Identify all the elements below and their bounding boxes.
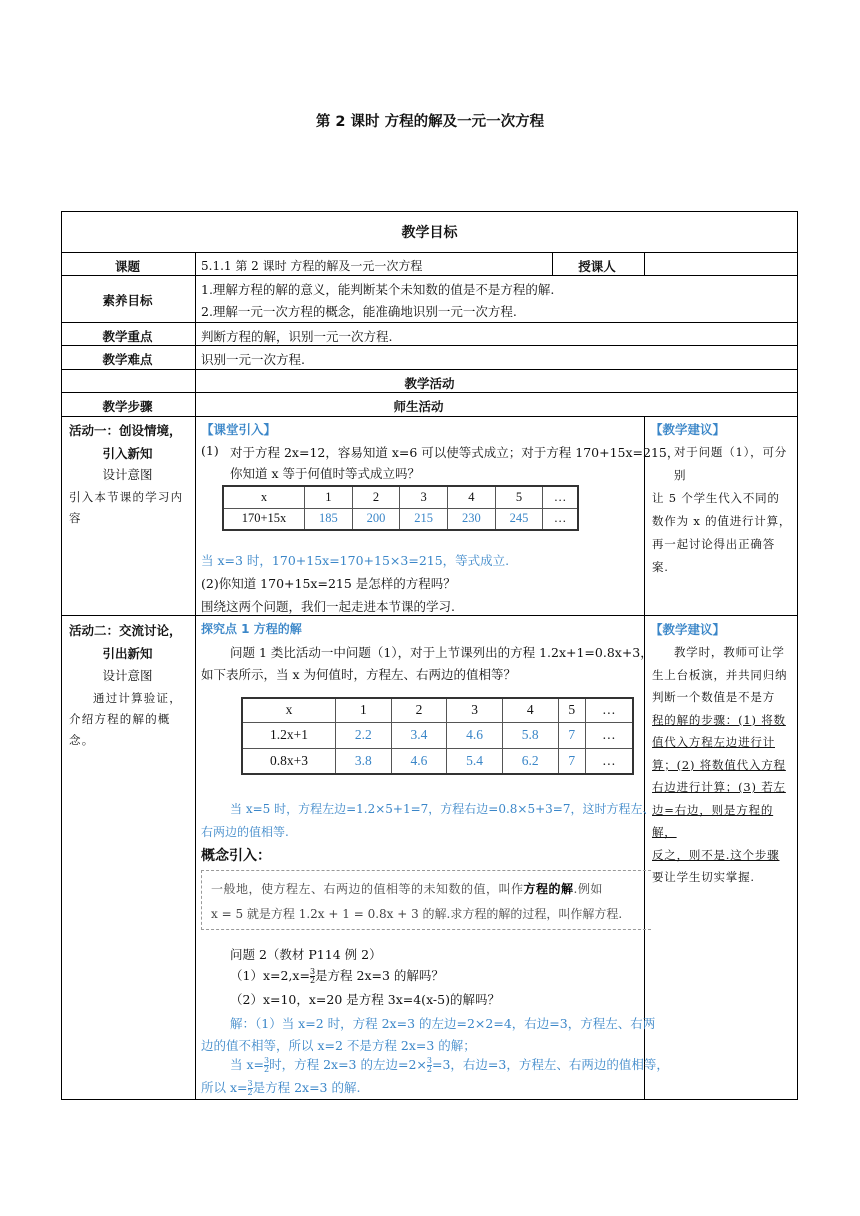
table-header-cell: 5 [495, 486, 543, 508]
intro-section-label: 【课堂引入】 [201, 422, 277, 437]
problem1-line1: 问题 1 类比活动一中问题（1），对于上节课列出的方程 1.2x+1=0.8x+3， [230, 645, 653, 660]
lesson-value: 5.1.1 第 2 课时 方程的解及一元一次方程 [201, 259, 423, 273]
activity1-answer: 当 x=3 时，170+15x=170+15×3=215，等式成立. [201, 553, 510, 568]
problem2-q1-text: （1）x=2,x= [230, 968, 310, 983]
table-row-label: 170+15x [223, 508, 305, 530]
value-table-1 [222, 485, 579, 531]
table-cell: 230 [448, 508, 496, 530]
suggestion2-text [652, 641, 794, 889]
concept-line-2: x = 5 就是方程 1.2x + 1 = 0.8x + 3 的解.求方程的解的过程，叫作解方程. [211, 907, 623, 921]
table-cell: 7 [558, 748, 585, 774]
table-header-cell: 3 [447, 698, 503, 722]
literacy-label: 素养目标 [102, 293, 153, 308]
concept-text: .例如 [573, 882, 603, 896]
table-header-cell: … [543, 486, 578, 508]
fraction-numerator: 3 [309, 967, 316, 976]
concept-label: 概念引入： [201, 848, 271, 864]
table-cell: 185 [305, 508, 353, 530]
suggestion2-label: 【教学建议】 [650, 622, 726, 637]
activity2-answer-2: 右两边的值相等. [201, 825, 289, 839]
design-line: 念。 [69, 733, 95, 747]
fraction-denominator: 2 [309, 976, 316, 985]
value-table-2 [241, 697, 634, 775]
steps-label: 教学步骤 [102, 399, 153, 414]
solution-text: =3，右边=3，方程左、右两边的值相等， [431, 1057, 669, 1072]
suggestion-line: 生上台板演，并共同归纳 [652, 667, 788, 682]
suggestion-line: 程的解的步骤：(1) 将数 [652, 712, 786, 727]
table-header-cell: 2 [352, 486, 400, 508]
table-header-cell: 1 [336, 698, 392, 722]
suggestion-line: 案. [652, 560, 669, 574]
suggestion1-text [652, 441, 792, 579]
activity1-design-text: 引入本节课的学习内容 [69, 490, 184, 525]
q1-line1: 对于方程 2x=12，容易知道 x=6 可以使等式成立；对于方程 170+15x=215， [230, 445, 680, 460]
problem2-q1 [230, 966, 444, 985]
table-cell: 3.4 [391, 722, 447, 748]
table-cell: 245 [495, 508, 543, 530]
table-cell: 215 [400, 508, 448, 530]
activity2-design-text [69, 688, 189, 751]
table-cell: 7 [558, 722, 585, 748]
activity1-title-1: 活动一：创设情境， [69, 423, 182, 438]
suggestion-line: 再一起讨论得出正确答 [652, 537, 775, 551]
table-header-cell: 5 [558, 698, 585, 722]
solution-text: 当 x= [230, 1057, 264, 1072]
objectives-title: 教学目标 [401, 225, 458, 241]
fraction-numerator: 3 [426, 1056, 432, 1065]
teacher-student-label: 师生活动 [393, 399, 444, 414]
table-header-cell: 2 [391, 698, 447, 722]
suggestion-line: 判断一个数值是不是方 [652, 690, 775, 704]
table-cell: 5.4 [447, 748, 503, 774]
solution-text: 是方程 2x=3 的解. [252, 1080, 361, 1095]
table-row-label: 1.2x+1 [242, 722, 336, 748]
fraction-numerator: 3 [247, 1079, 253, 1088]
suggestion-line: 反之，则不是.这个步骤 [652, 847, 780, 862]
page-title: 第 2 课时 方程的解及一元一次方程 [315, 114, 545, 130]
literacy-1: 1.理解方程的解的意义，能判断某个未知数的值是不是方程的解. [201, 282, 555, 297]
table-cell: 5.8 [502, 722, 558, 748]
table-header-cell: x [223, 486, 305, 508]
solution-line-4 [201, 1078, 360, 1097]
key-label: 教学重点 [102, 329, 153, 344]
solution-line-1: 解：（1）当 x=2 时，方程 2x=3 的左边=2×2=4，右边=3，方程左、右两 [230, 1016, 656, 1031]
activity1-title-2: 引入新知 [102, 446, 153, 461]
activity1-design-label: 设计意图 [102, 467, 153, 482]
key-value: 判断方程的解，识别一元一次方程. [201, 329, 393, 344]
suggestion1-label: 【教学建议】 [650, 422, 726, 437]
design-line: 通过计算验证， [93, 691, 182, 705]
problem1-line2: 如下表所示，当 x 为何值时，方程左、右两边的值相等？ [201, 667, 516, 682]
teacher-label: 授课人 [578, 259, 616, 274]
solution-text: 时，方程 2x=3 的左边=2× [269, 1057, 427, 1072]
table-cell: … [585, 722, 633, 748]
table-header-cell: 4 [448, 486, 496, 508]
q1-line2: 你知道 x 等于何值时等式成立吗？ [230, 466, 420, 481]
suggestion-line: 对于问题（1），可分别 [674, 445, 788, 482]
table-cell: 200 [352, 508, 400, 530]
table-cell: 6.2 [502, 748, 558, 774]
table-header-cell: … [585, 698, 633, 722]
table-cell: 4.6 [391, 748, 447, 774]
activities-title: 教学活动 [404, 376, 455, 391]
table-header-cell: 3 [400, 486, 448, 508]
literacy-2: 2.理解一元一次方程的概念，能准确地识别一元一次方程. [201, 304, 517, 319]
suggestion-line: 值代入方程左边进行计 [652, 735, 775, 749]
suggestion-line: 右边进行计算；(3) 若左 [652, 780, 786, 794]
activity1-transition: 围绕这两个问题，我们一起走进本节课的学习. [201, 599, 455, 614]
problem2-q2: （2）x=10，x=20 是方程 3x=4(x-5)的解吗？ [230, 992, 500, 1007]
suggestion-line: 数作为 x 的值进行计算， [652, 514, 792, 528]
solution-text: 所以 x= [201, 1080, 248, 1095]
fraction-denominator: 2 [426, 1065, 432, 1074]
table-header-cell: 1 [305, 486, 353, 508]
design-line: 介绍方程的解的概 [69, 712, 171, 726]
table-cell: … [585, 748, 633, 774]
suggestion-line: 算；(2) 将数值代入方程 [652, 757, 786, 772]
table-header-cell: x [242, 698, 336, 722]
problem2-q1-text: 是方程 2x=3 的解吗？ [315, 968, 444, 983]
difficulty-value: 识别一元一次方程. [201, 352, 305, 367]
concept-term: 方程的解 [523, 882, 574, 896]
concept-text: 一般地，使方程左、右两边的值相等的未知数的值，叫作 [211, 882, 524, 896]
activity2-design-label: 设计意图 [102, 668, 153, 683]
suggestion-line: 让 5 个学生代入不同的 [652, 491, 780, 505]
activity1-q2: (2)你知道 170+15x=215 是怎样的方程吗？ [201, 576, 456, 591]
solution-line-2: 边的值不相等，所以 x=2 不是方程 2x=3 的解； [201, 1038, 476, 1053]
fraction-denominator: 2 [264, 1065, 270, 1074]
q1-prefix: (1) [201, 443, 219, 458]
table-row-label: 0.8x+3 [242, 748, 336, 774]
suggestion-line: 教学时，教师可让学 [674, 645, 785, 659]
table-cell: 4.6 [447, 722, 503, 748]
table-cell: … [543, 508, 578, 530]
activity2-title-2: 引出新知 [102, 646, 153, 661]
activity2-answer-1: 当 x=5 时，方程左边=1.2×5+1=7，方程右边=0.8×5+3=7，这时方程左、 [230, 802, 655, 816]
explore-label: 探究点 1 方程的解 [201, 622, 302, 636]
lesson-label: 课题 [114, 259, 140, 274]
table-cell: 3.8 [336, 748, 392, 774]
fraction-numerator: 3 [264, 1056, 270, 1065]
fraction-denominator: 2 [247, 1088, 253, 1097]
concept-line-1 [211, 880, 651, 897]
difficulty-label: 教学难点 [102, 352, 153, 367]
problem2-title: 问题 2（教材 P114 例 2） [230, 947, 382, 962]
suggestion-line: 要让学生切实掌握. [652, 870, 755, 884]
table-header-cell: 4 [502, 698, 558, 722]
solution-line-3 [230, 1055, 669, 1074]
activity2-title-1: 活动二：交流讨论， [69, 623, 182, 638]
table-cell: 2.2 [336, 722, 392, 748]
suggestion-line: 边=右边，则是方程的解， [652, 802, 774, 839]
